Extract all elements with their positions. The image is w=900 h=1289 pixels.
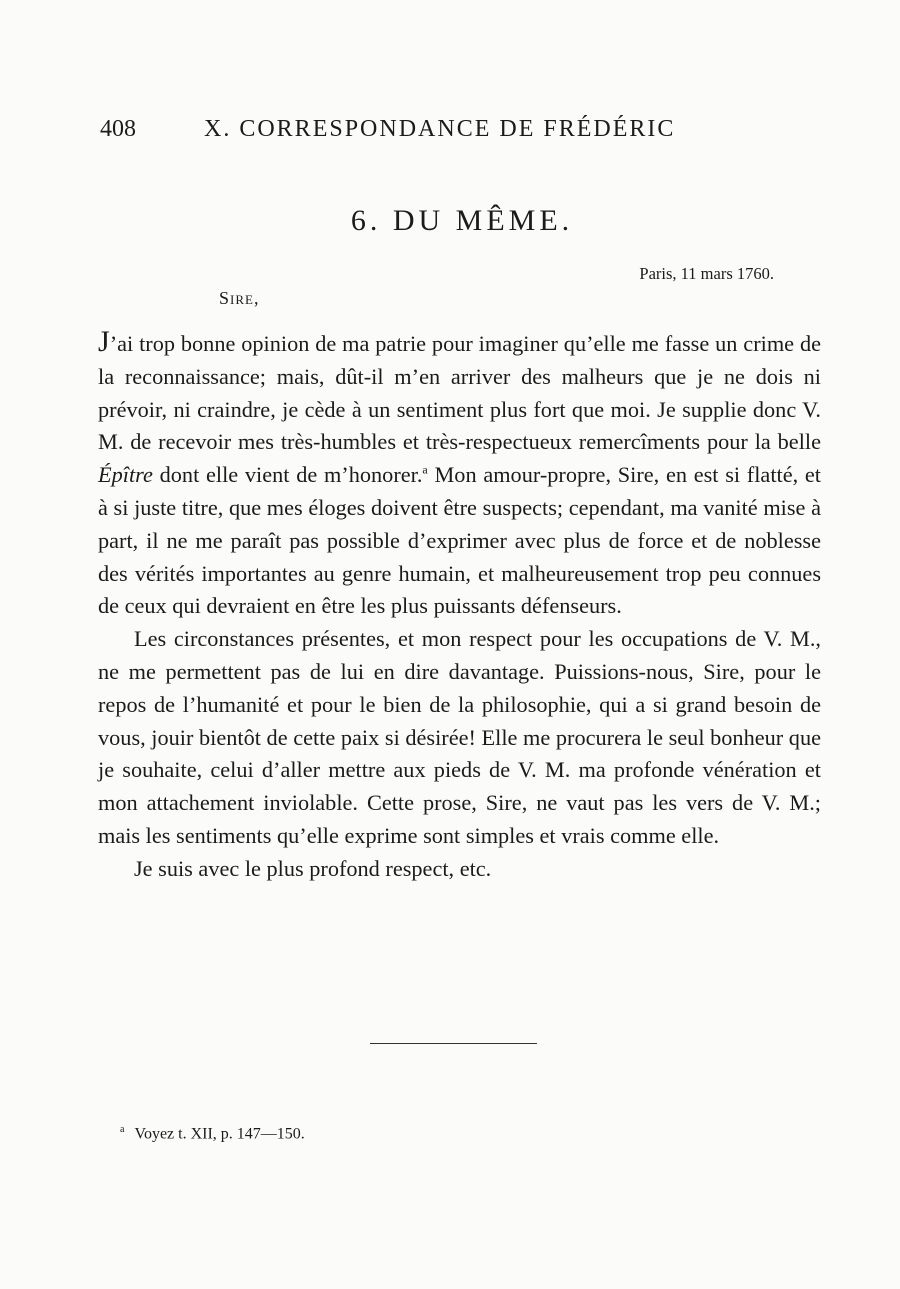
footnote-divider <box>370 1043 537 1044</box>
paragraph-1-part-c: Mon amour-propre, Sire, en est si flatté, et à si juste titre, que mes éloges doivent être suspects; cependant, ma vanité mise à part, il ne me paraît pas possible d’exprimer avec plus de force et de noblesse des vérités importantes au genre humain, et malheureusement trop peu connues de ceux qui devraient en être les plus puissants défenseurs. <box>98 462 821 619</box>
footnote-reference: a <box>422 462 428 477</box>
running-header <box>100 116 740 143</box>
salutation: Sire, <box>219 288 260 308</box>
initial-letter: J <box>98 325 110 358</box>
footnote-text: Voyez t. XII, p. 147—150. <box>134 1125 305 1143</box>
paragraph-2: Les circonstances présentes, et mon respect pour les occupations de V. M., ne me permettent pas de lui en dire davantage. Puissions-nous, Sire, pour le repos de l’humanité et pour le bien de la philosophie, qui a si grand besoin de vous, jouir bientôt de cette paix si désirée! Elle me procurera le seul bonheur que je souhaite, celui d’aller mettre aux pieds de V. M. ma profonde vénération et mon attachement inviolable. Cette prose, Sire, ne vaut pas les vers de V. M.; mais les sentiments qu’elle exprime sont simples et vrais comme elle. <box>98 626 821 848</box>
paragraph-1-part-b: dont elle vient de m’honorer. <box>152 462 423 488</box>
letter-body <box>98 326 821 886</box>
letter-title: 6. DU MÊME. <box>350 204 574 237</box>
epitre-italic: Épître <box>98 462 153 488</box>
footnote <box>120 1124 305 1143</box>
paragraph-3: Je suis avec le plus profond respect, etc. <box>134 855 492 881</box>
page-number: 408 <box>100 116 136 142</box>
letter-date: Paris, 11 mars 1760. <box>639 264 774 283</box>
running-title: X. CORRESPONDANCE DE FRÉDÉRIC <box>204 116 676 142</box>
footnote-mark: a <box>120 1124 125 1135</box>
paragraph-1 <box>98 326 821 623</box>
paragraph-1-part-a: ’ai trop bonne opinion de ma patrie pour imaginer qu’elle me fasse un crime de la reconnaissance; mais, dût-il m’en arriver des malheurs que je ne dois ni prévoir, ni craindre, je cède à un sentiment plus fort que moi. Je supplie donc V. M. de recevoir mes très-humbles et très-respectueux remercîments pour la belle <box>98 331 821 455</box>
